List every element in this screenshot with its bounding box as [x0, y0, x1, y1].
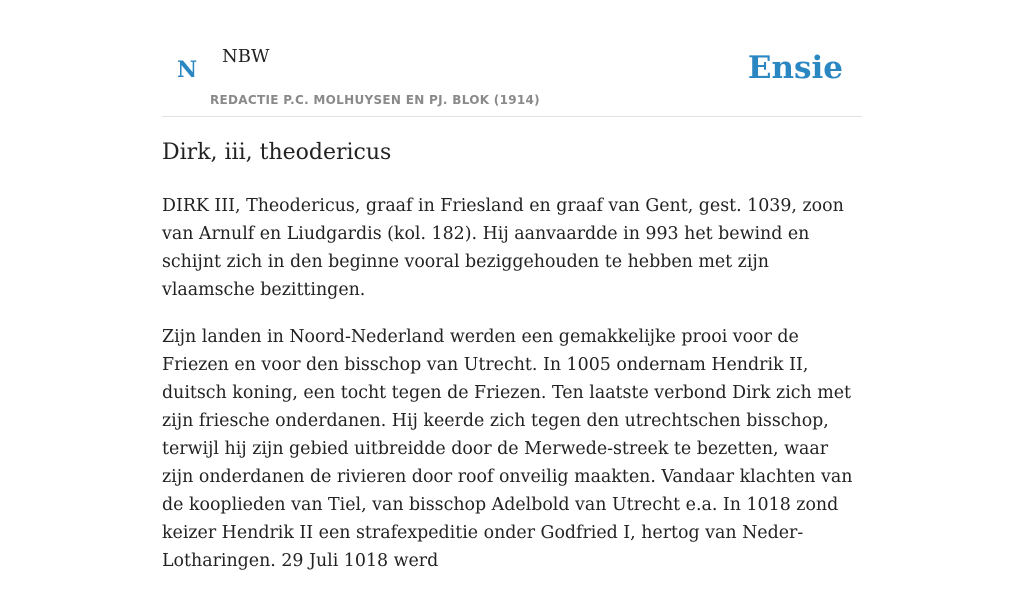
article-body [162, 192, 862, 594]
article-title: Dirk, iii, theodericus [162, 140, 392, 165]
source-subtitle: REDACTIE P.C. MOLHUYSEN EN PJ. BLOK (1914) [210, 93, 540, 107]
article-paragraph: Zijn landen in Noord-Nederland werden een gemakkelijke prooi voor de Friezen en voor den bisschop van Utrecht. In 1005 ondernam Hendrik II, duitsch koning, een tocht tegen de Friezen. Ten laatste verbond Dirk zich met zijn friesche onderdanen. Hij keerde zich tegen den utrechtschen bisschop, terwijl hij zijn gebied uitbreidde door de Merwede-streek te bezetten, waar zijn onderdanen de rivieren door roof onveilig maakten. Vandaar klachten van de kooplieden van Tiel, van bisschop Adelbold van Utrecht e.a. In 1018 zond keizer Hendrik II een strafexpeditie onder Godfried I, hertog van Neder-Lotharingen. 29 Juli 1018 werd [162, 327, 853, 571]
site-header [162, 0, 862, 117]
ensie-logo-link[interactable]: Ensie [747, 50, 843, 86]
article-paragraph: DIRK III, Theodericus, graaf in Friesland en graaf van Gent, gest. 1039, zoon van Arnulf en Liudgardis (kol. 182). Hij aanvaardde in 993 het bewind en schijnt zich in den beginne vooral beziggehouden te hebben met zijn vlaamsche bezittingen. [162, 196, 844, 300]
source-logo[interactable]: N [177, 57, 198, 83]
source-name[interactable]: NBW [222, 46, 270, 67]
